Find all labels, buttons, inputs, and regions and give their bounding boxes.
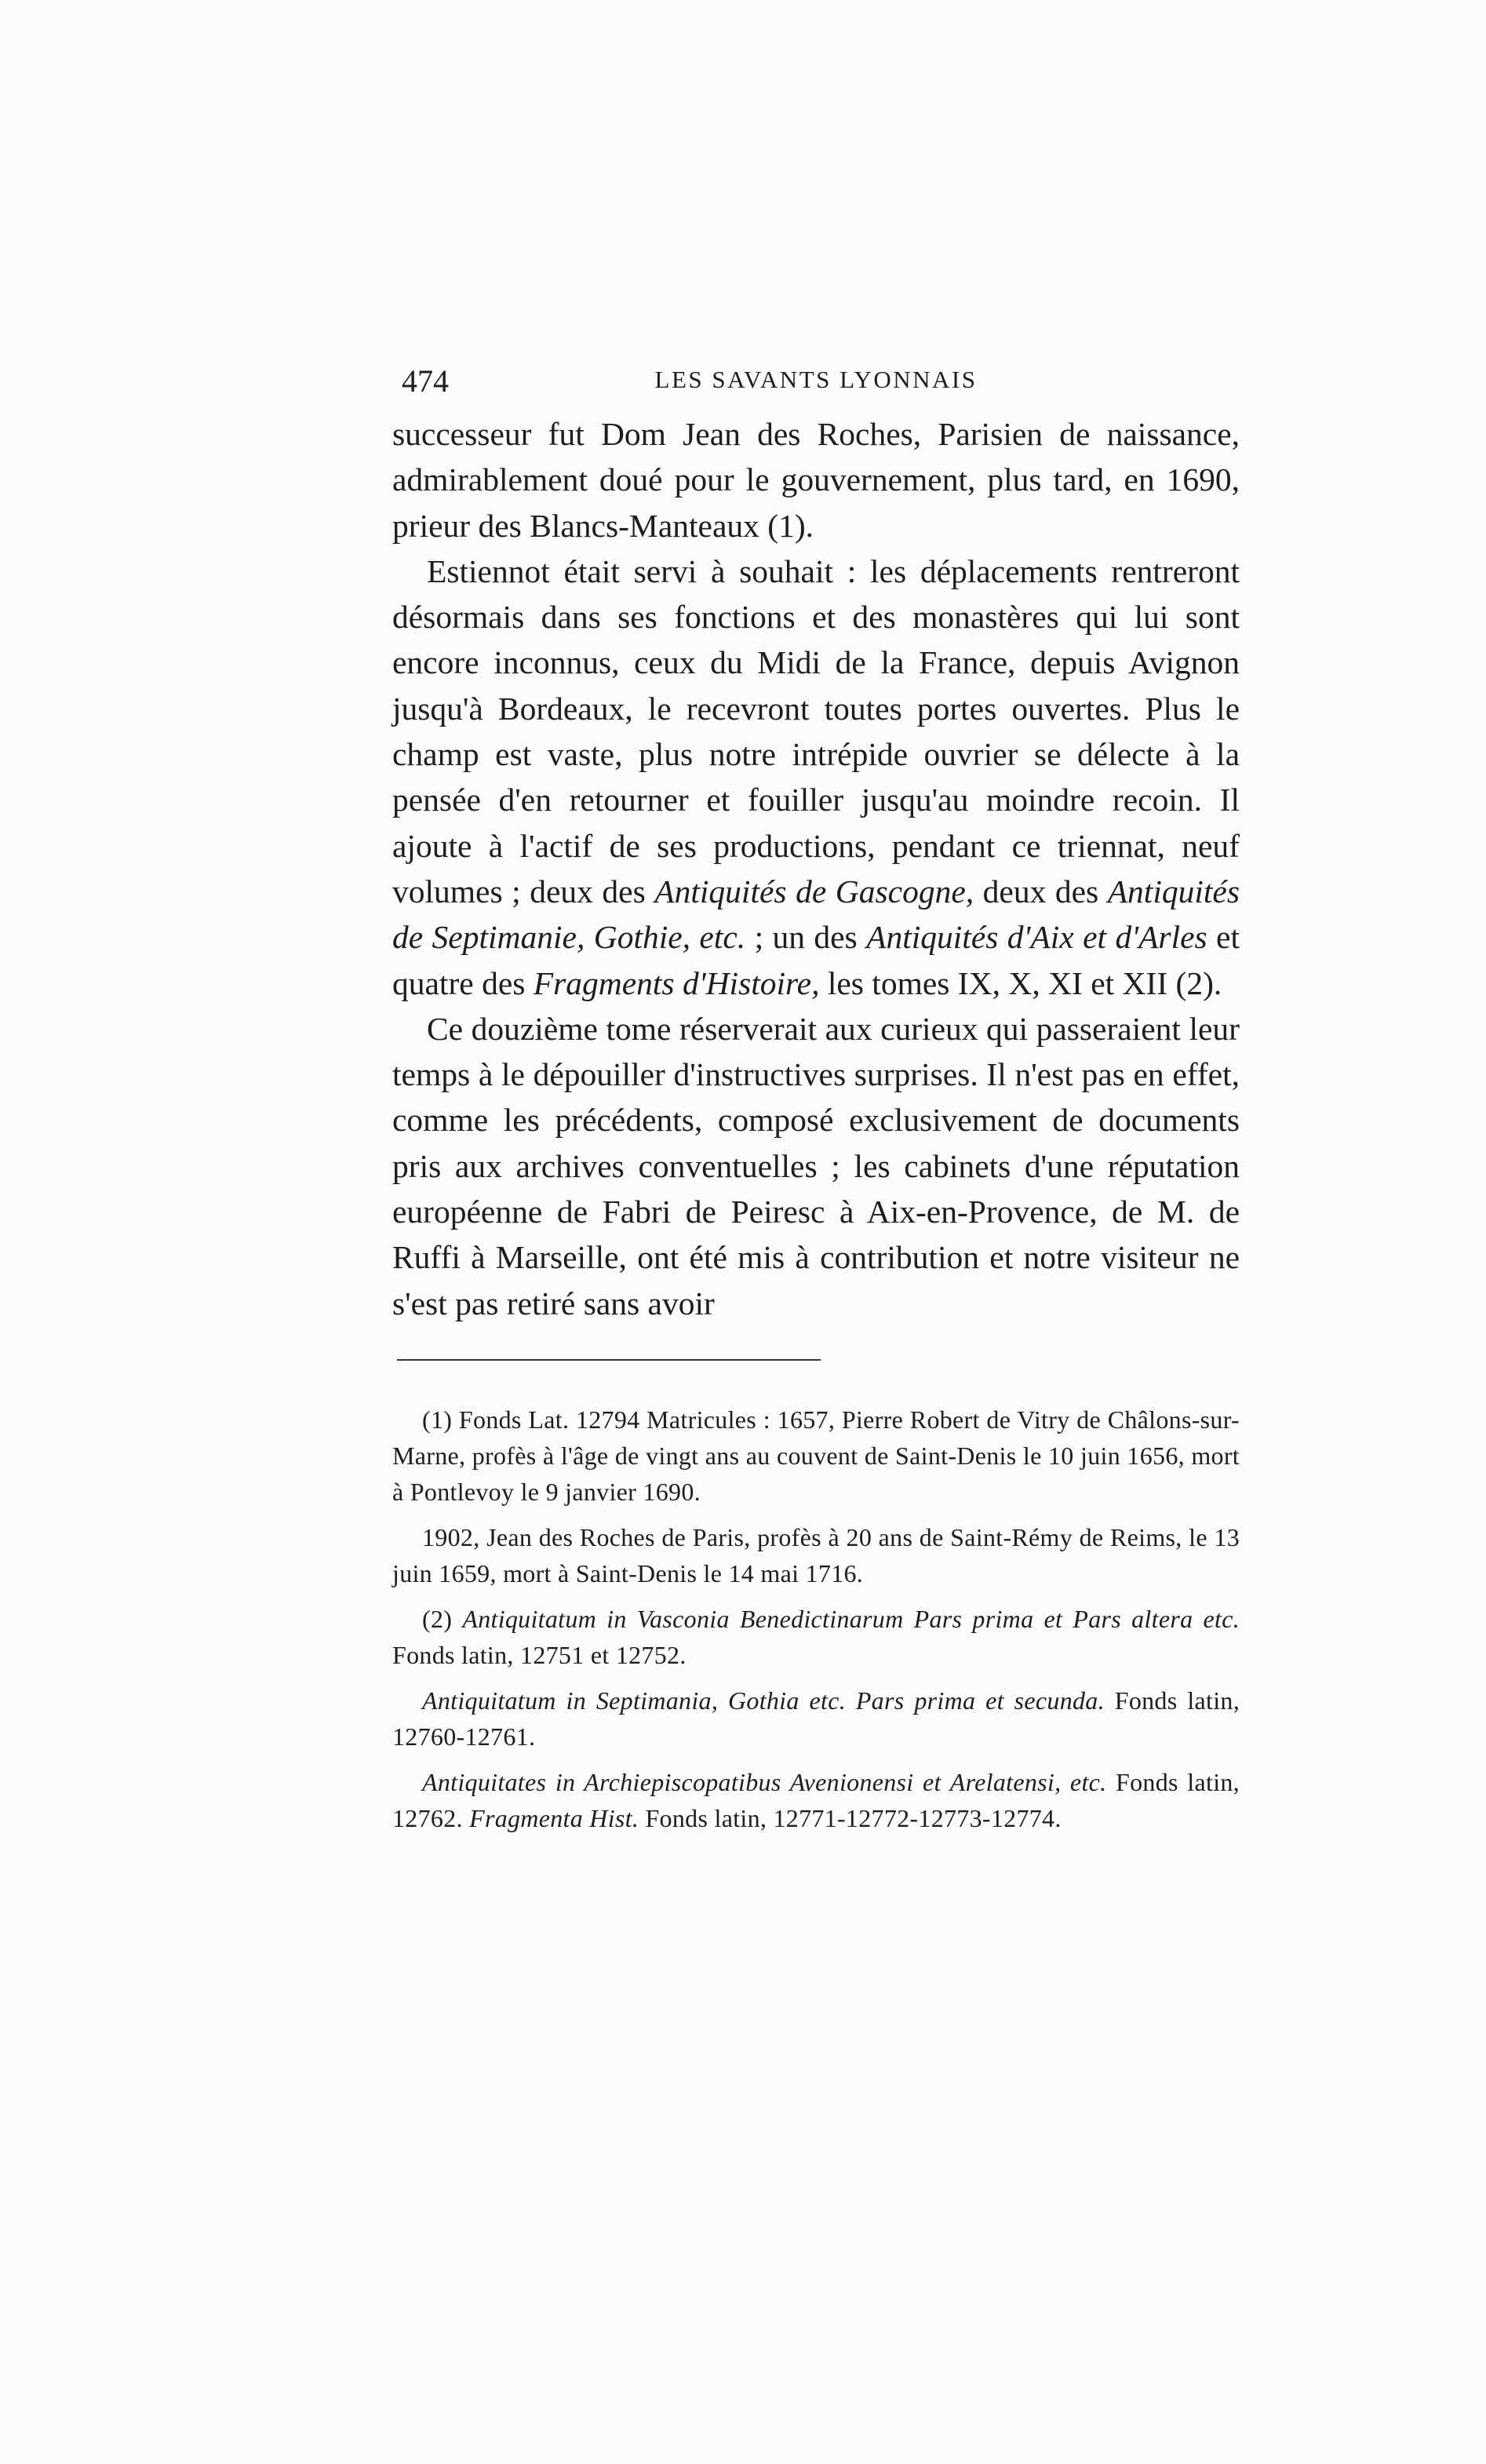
- running-title: LES SAVANTS LYONNAIS: [654, 366, 978, 393]
- book-page: [392, 363, 1240, 1846]
- paragraph-2: Estiennot était servi à souhait : les déplacements rentreront désormais dans ses fonctions et des monastères qui lui sont encore inconnus, ceux du Midi de la France, depuis Avignon jusqu'à Bordeaux, le recevront toutes portes ouvertes. Plus le champ est vaste, plus notre intrépide ouvrier se délecte à la pensée d'en retourner et fouiller jusqu'au moindre recoin. Il ajoute à l'actif de ses productions, pendant ce triennat, neuf volumes ; deux des Antiquités de Gascogne, deux des Antiquités de Septimanie, Gothie, etc. ; un des Antiquités d'Aix et d'Arles et quatre des Fragments d'Histoire, les tomes IX, X, XI et XII (2).: [392, 552, 1240, 1001]
- page-number: 474: [402, 363, 449, 399]
- footnote-2-continued-a: Antiquitatum in Septimania, Gothia etc. Pars prima et secunda. Fonds latin, 12760-12761.: [392, 1686, 1240, 1751]
- title-antiquites-septimanie: Antiquités de Septimanie, Gothie, etc.: [392, 873, 1240, 956]
- footnotes: [392, 1401, 1240, 1836]
- footnote-2: (2) Antiquitatum in Vasconia Benedictinarum Pars prima et Pars altera etc. Fonds latin, 12751 et 12752.: [392, 1604, 1240, 1669]
- title-antiquites-aix-arles: Antiquités d'Aix et d'Arles: [866, 919, 1207, 956]
- title-antiquites-gascogne: Antiquités de Gascogne,: [654, 873, 974, 909]
- footnote-divider: [397, 1359, 821, 1361]
- footnote-1-continued: 1902, Jean des Roches de Paris, profès à 20 ans de Saint-Rémy de Reims, le 13 juin 1659, mort à Saint-Denis le 14 mai 1716.: [392, 1522, 1240, 1587]
- footnote-2-continued-b: Antiquitates in Archiepiscopatibus Avenionensi et Arelatensi, etc. Fonds latin, 12762. Fragmenta Hist. Fonds latin, 12771-12772-12773-12774.: [392, 1767, 1240, 1832]
- footnote-1: (1) Fonds Lat. 12794 Matricules : 1657, Pierre Robert de Vitry de Châlons-sur-Marne, profès à l'âge de vingt ans au couvent de Saint-Denis le 10 juin 1656, mort à Pontlevoy le 9 janvier 1690.: [392, 1405, 1240, 1506]
- title-fragments-histoire: Fragments d'Histoire,: [533, 964, 820, 1001]
- page-header: [392, 363, 1240, 405]
- paragraph-1: successeur fut Dom Jean des Roches, Parisien de naissance, admirablement doué pour le gouvernement, plus tard, en 1690, prieur des Blancs-Manteaux (1).: [392, 416, 1240, 544]
- paragraph-3: Ce douzième tome réserverait aux curieux qui passeraient leur temps à le dépouiller d'instructives surprises. Il n'est pas en effet, comme les précédents, composé exclusivement de documents pris aux archives conventuelles ; les cabinets d'une réputation européenne de Fabri de Peiresc à Aix-en-Provence, de M. de Ruffi à Marseille, ont été mis à contribution et notre visiteur ne s'est pas retiré sans avoir: [392, 1010, 1240, 1321]
- main-text: [392, 411, 1240, 1326]
